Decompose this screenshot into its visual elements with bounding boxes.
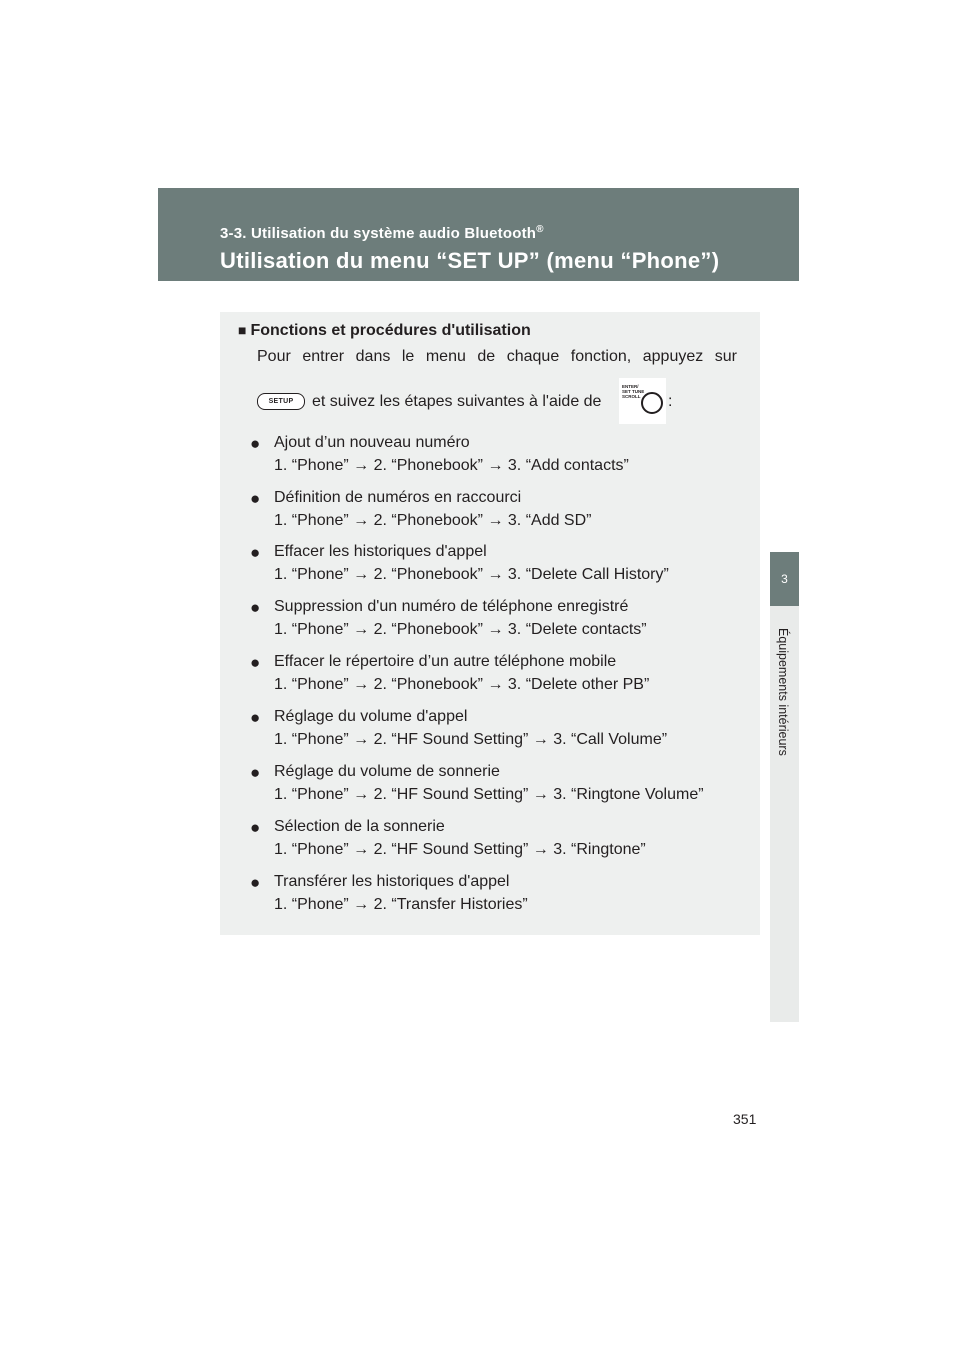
bullet-icon: ● [250, 763, 261, 782]
page-number: 351 [733, 1111, 757, 1127]
intro-text-line1: Pour entrer dans le menu de chaque fonction, appuyez sur [257, 348, 737, 365]
item-steps: 1. “Phone” → 2. “HF Sound Setting” → 3. “Ringtone” [274, 841, 646, 858]
item-steps: 1. “Phone” → 2. “HF Sound Setting” → 3. “Call Volume” [274, 731, 668, 748]
chapter-number: 3 [770, 552, 799, 606]
intro-text-line2 [257, 378, 737, 424]
page-title: Utilisation du menu “SET UP” (menu “Phone”) [220, 248, 720, 273]
section-label: 3-3. Utilisation du système audio Bluetooth® [220, 224, 544, 242]
bullet-icon: ● [250, 434, 261, 453]
knob-label: ENTER/ SET TUNE SCROLL [622, 384, 645, 399]
item-steps: 1. “Phone” → 2. “Phonebook” → 3. “Add contacts” [274, 457, 629, 474]
item-title: Suppression d'un numéro de téléphone enregistré [274, 598, 629, 615]
chapter-side-tab [770, 552, 799, 1022]
intro-text-line2-body: et suivez les étapes suivantes à l'aide de [312, 393, 602, 410]
info-panel [220, 312, 760, 935]
item-title: Réglage du volume de sonnerie [274, 763, 500, 780]
square-bullet-icon: ■ [238, 322, 247, 338]
bullet-icon: ● [250, 543, 261, 562]
knob-circle [641, 392, 663, 414]
item-title: Réglage du volume d'appel [274, 708, 468, 725]
item-title: Effacer les historiques d'appel [274, 543, 487, 560]
bullet-icon: ● [250, 653, 261, 672]
item-steps: 1. “Phone” → 2. “HF Sound Setting” → 3. “Ringtone Volume” [274, 786, 704, 803]
item-title: Ajout d’un nouveau numéro [274, 434, 470, 451]
item-steps: 1. “Phone” → 2. “Phonebook” → 3. “Delete contacts” [274, 621, 647, 638]
item-steps: 1. “Phone” → 2. “Phonebook” → 3. “Delete other PB” [274, 676, 650, 693]
intro-colon: : [668, 393, 673, 410]
item-title: Transférer les historiques d'appel [274, 873, 510, 890]
bullet-icon: ● [250, 708, 261, 727]
item-title: Effacer le répertoire d’un autre téléphone mobile [274, 653, 617, 670]
bullet-icon: ● [250, 818, 261, 837]
setup-button-icon: SETUP [257, 393, 305, 410]
tune-scroll-knob-icon [619, 378, 666, 424]
item-steps: 1. “Phone” → 2. “Phonebook” → 3. “Add SD” [274, 512, 592, 529]
chapter-label: Équipements intérieurs [776, 628, 790, 756]
page-header [158, 188, 799, 281]
bullet-icon: ● [250, 873, 261, 892]
item-title: Sélection de la sonnerie [274, 818, 445, 835]
item-steps: 1. “Phone” → 2. “Transfer Histories” [274, 896, 528, 913]
bullet-icon: ● [250, 598, 261, 617]
bullet-icon: ● [250, 489, 261, 508]
item-steps: 1. “Phone” → 2. “Phonebook” → 3. “Delete Call History” [274, 566, 669, 583]
item-title: Définition de numéros en raccourci [274, 489, 522, 506]
panel-heading: ■ Fonctions et procédures d'utilisation [238, 322, 531, 339]
